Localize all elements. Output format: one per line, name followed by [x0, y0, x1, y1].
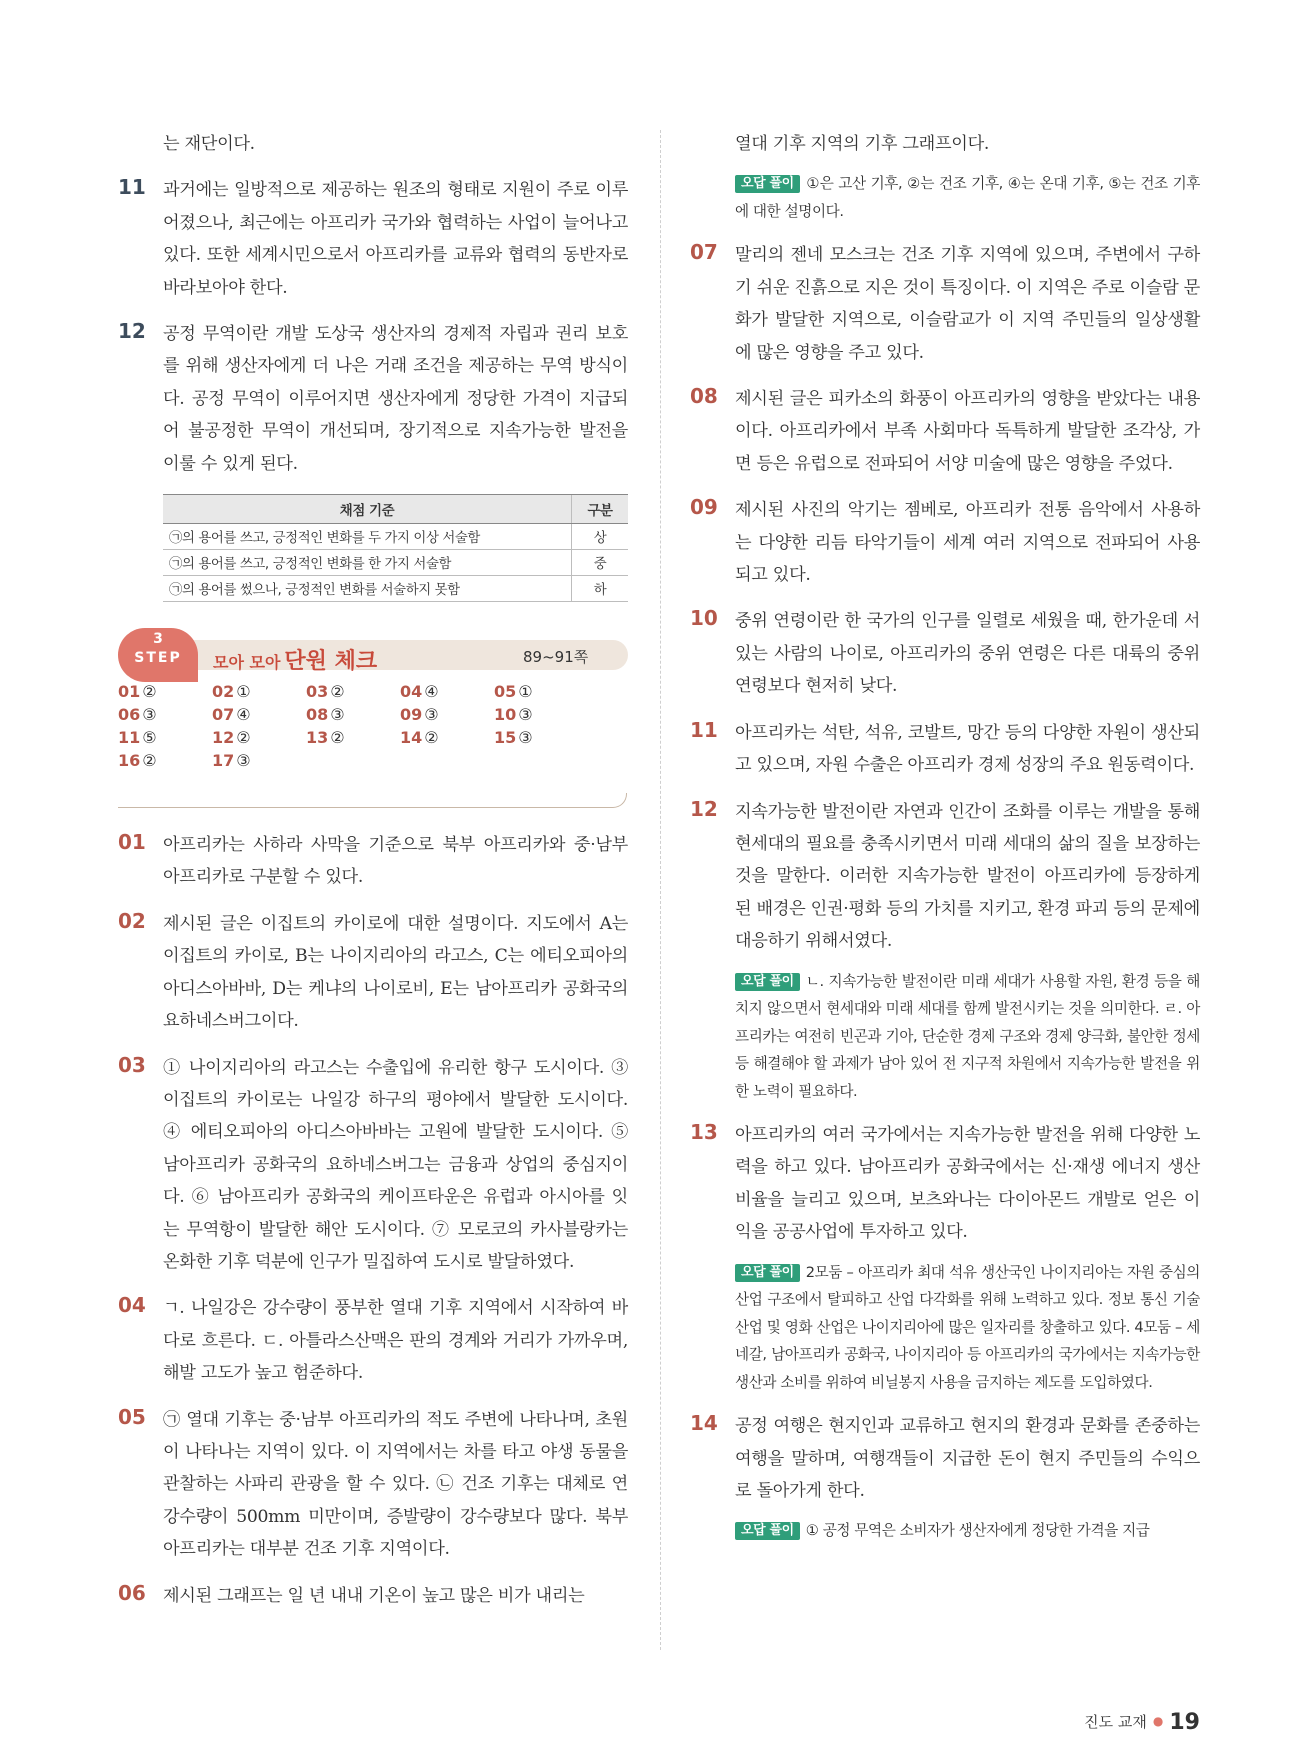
- question-05: [118, 1404, 628, 1566]
- question-text: 아프리카의 여러 국가에서는 지속가능한 발전을 위해 다양한 노력을 하고 있다. 남아프리카 공화국에서는 신·재생 에너지 생산 비율을 늘리고 있으며, 보츠와나는 다이아몬드 개발로 얻은 이익을 공공사업에 투자하고 있다.: [735, 1125, 1200, 1243]
- question-number: 12: [118, 319, 146, 344]
- question-number: 05: [118, 1404, 146, 1429]
- right-column: [690, 128, 1200, 1559]
- answer-grid: [118, 682, 588, 770]
- question-06: [118, 1580, 628, 1612]
- answer-value: ②: [142, 682, 157, 702]
- question-text: 제시된 사진의 악기는 젬베로, 아프리카 전통 음악에서 사용하는 다양한 리듬 타악기들이 세계 여러 지역으로 전파되어 사용되고 있다.: [735, 500, 1200, 586]
- question-03: [118, 1052, 628, 1279]
- question-number: 12: [690, 796, 718, 821]
- answer-number: 14: [400, 728, 423, 748]
- question-11: [118, 174, 628, 304]
- question-number: 08: [690, 384, 718, 409]
- question-number: 04: [118, 1293, 146, 1318]
- question-number: 13: [690, 1120, 718, 1145]
- question-text: ㉠ 열대 기후는 중·남부 아프리카의 적도 주변에 나타나며, 초원이 나타나는 지역이 있다. 이 지역에서는 차를 타고 야생 동물을 관찰하는 사파리 관광을 할 수 있다. ㉡ 건조 기후는 대체로 연 강수량이 500mm 미만이며, 증발량이 강수량보다 많다. 북부 아프리카는 대부분 건조 기후 지역이다.: [163, 1409, 628, 1560]
- question-11: [690, 717, 1200, 782]
- question-09: [690, 494, 1200, 591]
- page-footer: [1084, 1710, 1200, 1735]
- question-10: [690, 605, 1200, 702]
- answer-item: [118, 751, 212, 770]
- carry-over-text: 는 재단이다.: [163, 134, 255, 154]
- answer-value: ②: [142, 751, 157, 771]
- answer-item: [212, 705, 306, 724]
- question-number: 14: [690, 1411, 718, 1436]
- page-number: 19: [1169, 1710, 1200, 1735]
- question-text: ① 나이지리아의 라고스는 수출입에 유리한 항구 도시이다. ③ 이집트의 카이로는 나일강 하구의 평야에서 발달한 도시이다. ④ 에티오피아의 아디스아바바는 고원에 발달한 도시이다. ⑤ 남아프리카 공화국의 요하네스버그는 금융과 상업의 중심지이다. ⑥ 남아프리카 공화국의 케이프타운은 유럽과 아시아를 잇는 무역항이 발달한 해안 도시이다. ⑦ 모로코의 카사블랑카는 온화한 기후 덕분에 인구가 밀집하여 도시로 발달하였다.: [163, 1057, 628, 1272]
- grading-criteria: ㉠의 용어를 썼으나, 긍정적인 변화를 서술하지 못함: [163, 576, 572, 602]
- step-number: 3: [153, 631, 163, 648]
- grading-criteria: ㉠의 용어를 쓰고, 긍정적인 변화를 한 가지 서술함: [163, 550, 572, 576]
- question-14: [690, 1410, 1200, 1507]
- question-12: [118, 318, 628, 480]
- explanation-text: 2모둠 – 아프리카 최대 석유 생산국인 나이지리아는 자원 중심의 산업 구조에서 탈피하고 산업 다각화를 위해 노력하고 있다. 정보 통신 기술 산업 및 영화 산업은 나이지리아에 많은 일자리를 창출하고 있다. 4모둠 – 세네갈, 남아프리카 공화국, 나이지리아 등 아프리카의 국가에서는 지속가능한 생산과 소비를 위하여 비닐봉지 사용을 금지하는 제도를 도입하였다.: [735, 1263, 1200, 1391]
- answer-item: [494, 705, 588, 724]
- answer-number: 01: [118, 682, 141, 702]
- answer-number: 16: [118, 751, 141, 771]
- grading-header-criteria: 채점 기준: [163, 495, 572, 524]
- answer-value: ②: [424, 728, 439, 748]
- answer-value: ④: [424, 682, 439, 702]
- answer-item: [400, 728, 494, 747]
- explanation-text: ①은 고산 기후, ②는 건조 기후, ④는 온대 기후, ⑤는 건조 기후에 대한 설명이다.: [735, 175, 1200, 220]
- answer-number: 13: [306, 728, 329, 748]
- grading-header-level: 구분: [572, 495, 629, 524]
- answer-value: ③: [518, 728, 533, 748]
- wrong-answer-explanation: [735, 1517, 1200, 1545]
- answer-value: ④: [236, 705, 251, 725]
- answer-item: [306, 728, 400, 747]
- answer-item: [118, 705, 212, 724]
- answer-number: 11: [118, 728, 141, 748]
- answer-number: 05: [494, 682, 517, 702]
- question-text: 아프리카는 사하라 사막을 기준으로 북부 아프리카와 중·남부 아프리카로 구분할 수 있다.: [163, 835, 628, 888]
- answer-value: ③: [424, 705, 439, 725]
- question-text: 아프리카는 석탄, 석유, 코발트, 망간 등의 다양한 자원이 생산되고 있으며, 자원 수출은 아프리카 경제 성장의 주요 원동력이다.: [735, 722, 1200, 776]
- wrong-answer-explanation: [735, 1259, 1200, 1397]
- answer-item: [212, 728, 306, 747]
- question-text: 제시된 그래프는 일 년 내내 기온이 높고 많은 비가 내리는: [163, 1585, 585, 1606]
- answer-value: ⑤: [142, 728, 157, 748]
- answer-number: 17: [212, 751, 235, 771]
- question-number: 03: [118, 1052, 146, 1077]
- step-title-big: 단원 체크: [284, 649, 378, 675]
- answer-number: 07: [212, 705, 235, 725]
- question-text: 제시된 글은 이집트의 카이로에 대한 설명이다. 지도에서 A는 이집트의 카이로, B는 나이지리아의 라고스, C는 에티오피아의 아디스아바바, D는 케냐의 나이로비, E는 남아프리카 공화국의 요하네스버그이다.: [163, 913, 628, 1032]
- answer-item: [212, 682, 306, 701]
- left-column: [118, 128, 628, 1626]
- answer-value: ③: [518, 705, 533, 725]
- answer-item: [118, 728, 212, 747]
- question-text: 중위 연령이란 한 국가의 인구를 일렬로 세웠을 때, 한가운데 서 있는 사람의 나이로, 아프리카의 중위 연령은 다른 대륙의 중위 연령보다 현저히 낮다.: [735, 611, 1200, 697]
- answer-value: ③: [142, 705, 157, 725]
- grading-table: [163, 494, 628, 602]
- explanation-text: ① 공정 무역은 소비자가 생산자에게 정당한 가격을 지급: [805, 1522, 1150, 1540]
- explanation-text: ㄴ. 지속가능한 발전이란 미래 세대가 사용할 자원, 환경 등을 해치지 않으면서 현세대와 미래 세대를 함께 발전시키는 것을 의미한다. ㄹ. 아프리카는 여전히 빈곤과 기아, 단순한 경제 구조와 경제 양극화, 불안한 정세 등 해결해야 할 과제가 남아 있어 전 지구적 차원에서 지속가능한 발전을 위한 노력이 필요하다.: [735, 972, 1200, 1100]
- carry-over-text: 열대 기후 지역의 기후 그래프이다.: [735, 134, 990, 154]
- footer-label: 진도 교재: [1084, 1713, 1147, 1731]
- answer-value: ②: [236, 728, 251, 748]
- question-text: 공정 무역이란 개발 도상국 생산자의 경제적 자립과 권리 보호를 위해 생산자에게 더 나은 거래 조건을 제공하는 무역 방식이다. 공정 무역이 이루어지면 생산자에게 정당한 가격이 지급되어 불공정한 무역이 개선되며, 장기적으로 지속가능한 발전을 이룰 수 있게 된다.: [163, 324, 628, 474]
- answer-value: ①: [236, 682, 251, 702]
- question-text: 지속가능한 발전이란 자연과 인간이 조화를 이루는 개발을 통해 현세대의 필요를 충족시키면서 미래 세대의 삶의 질을 보장하는 것을 말한다. 이러한 지속가능한 발전이 아프리카에 등장하게 된 배경은 인권·평화 등의 가치를 지키고, 환경 파괴 등의 문제에 대응하기 위해서였다.: [735, 801, 1200, 952]
- step-box-border: [118, 793, 627, 808]
- answer-item: [400, 705, 494, 724]
- question-text: 과거에는 일방적으로 제공하는 원조의 형태로 지원이 주로 이루어졌으나, 최근에는 아프리카 국가와 협력하는 사업이 늘어나고 있다. 또한 세계시민으로서 아프리카를 교류와 협력의 동반자로 바라보아야 한다.: [163, 180, 628, 298]
- step-pages: 89~91쪽: [523, 648, 589, 667]
- question-text: ㄱ. 나일강은 강수량이 풍부한 열대 기후 지역에서 시작하여 바다로 흐른다. ㄷ. 아틀라스산맥은 판의 경계와 거리가 가까우며, 해발 고도가 높고 험준하다.: [163, 1298, 628, 1384]
- wrong-answer-badge: 오답 풀이: [735, 175, 800, 193]
- question-07: [690, 239, 1200, 369]
- question-13: [690, 1119, 1200, 1249]
- answer-item: [494, 682, 588, 701]
- grading-level: 상: [572, 524, 629, 550]
- question-number: 10: [690, 606, 718, 631]
- table-row: [163, 576, 628, 602]
- question-number: 01: [118, 830, 146, 855]
- step-title-small: 모아 모아: [213, 653, 281, 673]
- footer-dot-icon: ●: [1152, 1714, 1164, 1728]
- answer-value: ③: [236, 751, 251, 771]
- answer-number: 06: [118, 705, 141, 725]
- answer-item: [306, 682, 400, 701]
- question-02: [118, 908, 628, 1038]
- answer-number: 10: [494, 705, 517, 725]
- answer-item: [306, 705, 400, 724]
- grading-criteria: ㉠의 용어를 쓰고, 긍정적인 변화를 두 가지 이상 서술함: [163, 524, 572, 550]
- grading-level: 중: [572, 550, 629, 576]
- answer-item: [212, 751, 306, 770]
- answer-value: ①: [518, 682, 533, 702]
- answer-number: 09: [400, 705, 423, 725]
- answer-value: ②: [330, 728, 345, 748]
- wrong-answer-explanation: [735, 968, 1200, 1106]
- step-answer-box: [118, 631, 628, 811]
- wrong-answer-badge: 오답 풀이: [735, 1522, 800, 1540]
- answer-number: 03: [306, 682, 329, 702]
- question-04: [118, 1292, 628, 1389]
- question-number: 11: [118, 175, 146, 200]
- question-01: [118, 829, 628, 894]
- table-row: [163, 550, 628, 576]
- step-badge: [118, 628, 198, 682]
- answer-value: ③: [330, 705, 345, 725]
- question-08: [690, 383, 1200, 480]
- answer-item: [494, 728, 588, 747]
- question-text: 말리의 젠네 모스크는 건조 기후 지역에 있으며, 주변에서 구하기 쉬운 진흙으로 지은 것이 특징이다. 이 지역은 주로 이슬람 문화가 발달한 지역으로, 이슬람교가 이 지역 주민들의 일상생활에 많은 영향을 주고 있다.: [735, 245, 1200, 363]
- answer-number: 15: [494, 728, 517, 748]
- answer-item: [400, 682, 494, 701]
- question-number: 06: [118, 1580, 146, 1605]
- question-number: 09: [690, 495, 718, 520]
- answer-item: [118, 682, 212, 701]
- answer-number: 02: [212, 682, 235, 702]
- answer-number: 12: [212, 728, 235, 748]
- question-number: 11: [690, 717, 718, 742]
- column-divider: [660, 130, 661, 1650]
- question-number: 02: [118, 908, 146, 933]
- wrong-answer-badge: 오답 풀이: [735, 1264, 800, 1282]
- answer-number: 08: [306, 705, 329, 725]
- grading-level: 하: [572, 576, 629, 602]
- step-word: STEP: [134, 650, 182, 667]
- table-row: [163, 524, 628, 550]
- question-number: 07: [690, 240, 718, 265]
- question-text: 공정 여행은 현지인과 교류하고 현지의 환경과 문화를 존중하는 여행을 말하며, 여행객들이 지급한 돈이 현지 주민들의 수익으로 돌아가게 한다.: [735, 1416, 1200, 1501]
- step-title: [213, 644, 377, 675]
- wrong-answer-badge: 오답 풀이: [735, 973, 800, 991]
- question-text: 제시된 글은 피카소의 화풍이 아프리카의 영향을 받았다는 내용이다. 아프리카에서 부족 사회마다 독특하게 발달한 조각상, 가면 등은 유럽으로 전파되어 서양 미술에 많은 영향을 주었다.: [735, 389, 1200, 474]
- answer-number: 04: [400, 682, 423, 702]
- answer-value: ②: [330, 682, 345, 702]
- wrong-answer-explanation: [735, 170, 1200, 225]
- question-12: [690, 796, 1200, 958]
